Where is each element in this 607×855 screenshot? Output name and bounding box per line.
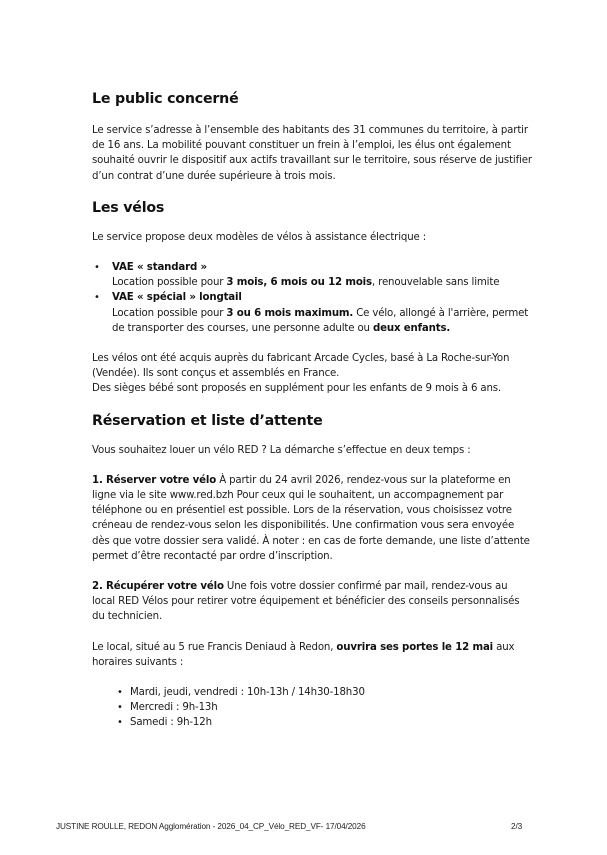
page-number: 2/3	[511, 822, 523, 831]
list-item-hours: • Mercredi : 9h-13h	[92, 700, 532, 715]
bike-models-list	[92, 260, 532, 336]
model-title: VAE « spécial » longtail	[112, 292, 242, 304]
model-desc-bold: 3 mois, 6 mois ou 12 mois	[226, 277, 372, 289]
model-desc: Location possible pour	[112, 307, 227, 319]
list-item-hours: • Samedi : 9h-12h	[92, 715, 532, 730]
heading-public: Le public concerné	[92, 91, 239, 107]
paragraph-step-1	[92, 473, 532, 564]
footer-text: JUSTINE ROULLE, REDON Agglomération - 2026_04_CP_Vélo_RED_VF- 17/04/2026	[56, 822, 366, 831]
heading-reservation: Réservation et liste d’attente	[92, 412, 323, 429]
local-opening-date: ouvrira ses portes le 12 mai	[336, 641, 494, 653]
paragraph-public: Le service s’adresse à l’ensemble des habitants des 31 communes du territoire, à partir de 16 ans. La mobilité pouvant constituer un frein à l’emploi, les élus ont également souhaité ouvrir le dispositif aux actifs travaillant sur le territoire, sous réserve de justifier d’un contrat d’une durée supérieure à trois mois.	[92, 125, 532, 182]
list-item-standard	[92, 260, 532, 290]
model-desc: Location possible pour	[112, 277, 227, 289]
paragraph-local	[92, 640, 532, 670]
paragraph-baby-seats: Des sièges bébé sont proposés en supplément pour les enfants de 9 mois à 6 ans.	[92, 383, 502, 395]
heading-velos: Les vélos	[92, 199, 165, 216]
page-footer	[56, 822, 536, 831]
local-text: aux horaires suivants :	[92, 641, 515, 668]
model-desc: Ce vélo, allongé à l'arrière, permet de transporter des courses, une personne adulte ou	[112, 307, 529, 334]
paragraph-manufacturer: Les vélos ont été acquis auprès du fabricant Arcade Cycles, basé à La Roche-sur-Yon (Vendée). Ils sont conçus et assemblés en France.	[92, 353, 510, 380]
paragraph-reservation-intro: Vous souhaitez louer un vélo RED ? La démarche s’effectue en deux temps :	[92, 444, 471, 456]
list-item-special	[92, 290, 532, 336]
step-2-text: Une fois votre dossier confirmé par mail, rendez-vous au local RED Vélos pour retirer votre équipement et bénéficier des conseils personnalisés du technicien.	[92, 581, 520, 623]
page-content	[92, 89, 532, 731]
list-item-hours: • Mardi, jeudi, vendredi : 10h-13h / 14h30-18h30	[92, 685, 532, 700]
paragraph-velos-intro: Le service propose deux modèles de vélos à assistance électrique :	[92, 231, 427, 243]
model-title: VAE « standard »	[112, 262, 207, 274]
paragraph-step-2	[92, 579, 532, 625]
step-1-title: 1. Réserver votre vélo	[92, 474, 217, 486]
model-desc-bold: deux enfants.	[372, 322, 451, 334]
model-desc-bold: 3 ou 6 mois maximum.	[226, 307, 354, 319]
step-2-title: 2. Récupérer votre vélo	[92, 581, 224, 593]
opening-hours-list	[92, 685, 532, 731]
local-text: Le local, situé au 5 rue Francis Deniaud à Redon,	[92, 641, 337, 653]
step-1-text: À partir du 24 avril 2026, rendez-vous sur la plateforme en ligne via le site www.red.bzh Pour ceux qui le souhaitent, un accompagnement par téléphone ou en présentiel est possible. Lors de la réservation, vous choisissez votre créneau de rendez-vous selon les disponibilités. Une confirmation vous sera envoyée dès que votre dossier sera validé. À noter : en cas de forte demande, une liste d’attente permet d’être recontacté par ordre d’inscription.	[92, 474, 530, 562]
model-desc: , renouvelable sans limite	[371, 277, 500, 289]
